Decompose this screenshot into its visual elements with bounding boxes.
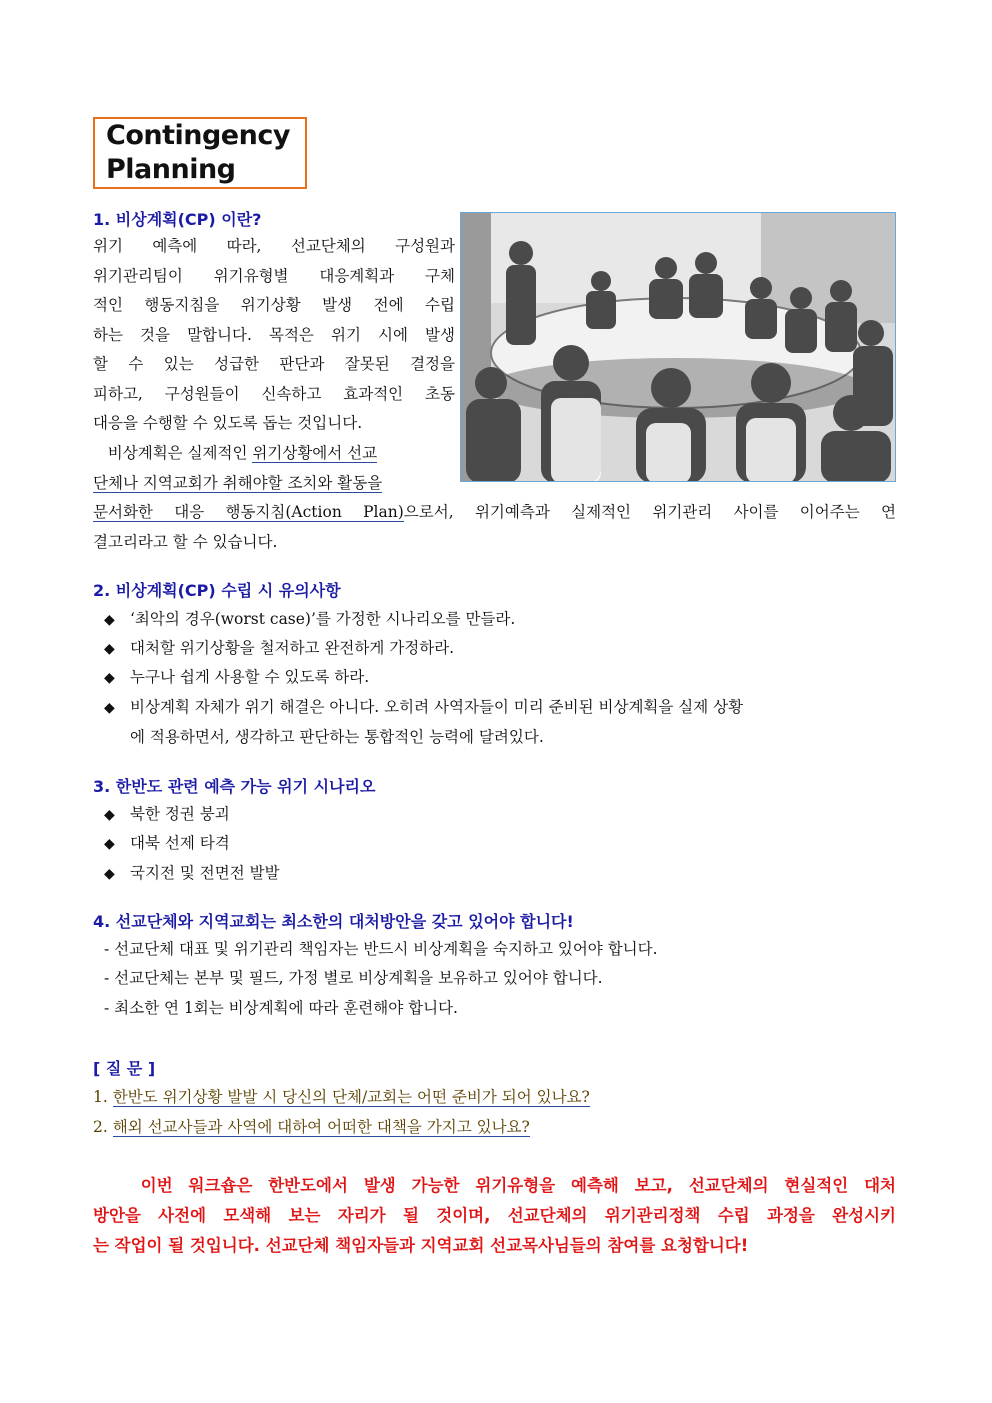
diamond-bullet-icon: ◆ (104, 641, 115, 657)
diamond-bullet-icon: ◆ (104, 836, 115, 852)
para2-line3-underlined: 문서화한 대응 행동지침(Action Plan) (93, 503, 404, 521)
para2-line2-underlined: 단체나 지역교회가 취해야할 조치와 활동을 (93, 474, 383, 492)
para-line: 하는 것을 말합니다. 목적은 위기 시에 발생 (93, 325, 455, 344)
section2-item (104, 609, 515, 630)
section2-item (104, 697, 896, 718)
section1-heading: 1. 비상계획(CP) 이란? (93, 210, 262, 229)
section2-item-text: 누구나 쉽게 사용할 수 있도록 하라. (130, 668, 370, 686)
question-text: 한반도 위기상황 발발 시 당신의 단체/교회는 어떤 준비가 되어 있나요? (112, 1088, 590, 1106)
closing-paragraph (93, 1172, 896, 1262)
section3-item-text: 북한 정권 붕괴 (130, 805, 230, 823)
questions-heading: [ 질 문 ] (93, 1059, 156, 1078)
para2-line2 (93, 473, 382, 493)
section3-item (104, 804, 230, 825)
section3-item (104, 833, 230, 854)
section2-item (104, 667, 369, 688)
question-number: 1. (93, 1088, 113, 1106)
closing-line: 는 작업이 될 것입니다. 선교단체 책임자들과 지역교회 선교목사님들의 참여를 요청합니다! (93, 1236, 749, 1255)
section3-item (104, 863, 280, 884)
section1-para1 (93, 236, 455, 443)
para-line: 위기 예측에 따라, 선교단체의 구성원과 (93, 237, 455, 255)
question-number: 2. (93, 1118, 113, 1136)
para2-line1 (93, 443, 377, 463)
para2-line1-prefix: 비상계획은 실제적인 (93, 444, 253, 462)
section2-item (104, 638, 454, 659)
para2-line1-underlined: 위기상황에서 선교 (252, 444, 378, 462)
para-line: 피하고, 구성원들이 신속하고 효과적인 초동 (93, 384, 455, 403)
section2-item-text: 대처할 위기상황을 철저하고 완전하게 가정하라. (130, 639, 455, 657)
diamond-bullet-icon: ◆ (104, 700, 115, 716)
para2-line3-rest: 으로서, 위기예측과 실제적인 위기관리 사이를 이어주는 연 (403, 503, 896, 521)
para2-line4: 결고리라고 할 수 있습니다. (93, 533, 278, 551)
section3-heading: 3. 한반도 관련 예측 가능 위기 시나리오 (93, 777, 376, 796)
para2-line3 (93, 502, 896, 522)
section2-item-text: ‘최악의 경우(worst case)’를 가정한 시나리오를 만들라. (130, 610, 516, 628)
title-line-1: Contingency (106, 120, 290, 151)
meeting-photo (460, 212, 896, 482)
closing-line: 방안을 사전에 모색해 보는 자리가 될 것이며, 선교단체의 위기관리정책 수립 과정을 완성시키 (93, 1206, 896, 1225)
question-item (93, 1085, 590, 1107)
question-text: 해외 선교사들과 사역에 대하여 어떠한 대책을 가지고 있나요? (112, 1118, 530, 1136)
section2-item-text: 비상계획 자체가 위기 해결은 아니다. 오히려 사역자들이 미리 준비된 비상계획을 실제 상황 (130, 698, 744, 716)
diamond-bullet-icon: ◆ (104, 670, 115, 686)
title-box (93, 117, 307, 189)
section4-item: - 최소한 연 1회는 비상계획에 따라 훈련해야 합니다. (104, 999, 458, 1017)
section4-item: - 선교단체는 본부 및 필드, 가정 별로 비상계획을 보유하고 있어야 합니다. (104, 969, 603, 987)
section4-item: - 선교단체 대표 및 위기관리 책임자는 반드시 비상계획을 숙지하고 있어야 합니다. (104, 940, 658, 958)
section2-item4-continuation: 에 적용하면서, 생각하고 판단하는 통합적인 능력에 달려있다. (130, 728, 544, 746)
closing-line: 이번 워크숍은 한반도에서 발생 가능한 위기유형을 예측해 보고, 선교단체의 현실적인 대처 (93, 1176, 896, 1195)
para-line: 위기관리팀이 위기유형별 대응계획과 구체 (93, 266, 455, 285)
meeting-photo-illustration (461, 213, 896, 482)
section4-heading: 4. 선교단체와 지역교회는 최소한의 대처방안을 갖고 있어야 합니다! (93, 912, 574, 931)
para-line: 대응을 수행할 수 있도록 돕는 것입니다. (93, 414, 363, 432)
diamond-bullet-icon: ◆ (104, 866, 115, 882)
section2-heading: 2. 비상계획(CP) 수립 시 유의사항 (93, 581, 341, 600)
question-item (93, 1115, 530, 1137)
para-line: 적인 행동지침을 위기상황 발생 전에 수립 (93, 296, 455, 314)
section3-item-text: 대북 선제 타격 (130, 834, 230, 852)
diamond-bullet-icon: ◆ (104, 612, 115, 628)
para-line: 할 수 있는 성급한 판단과 잘못된 결정을 (93, 355, 455, 373)
title-line-2: Planning (106, 154, 236, 185)
diamond-bullet-icon: ◆ (104, 807, 115, 823)
section3-item-text: 국지전 및 전면전 발발 (130, 864, 280, 882)
